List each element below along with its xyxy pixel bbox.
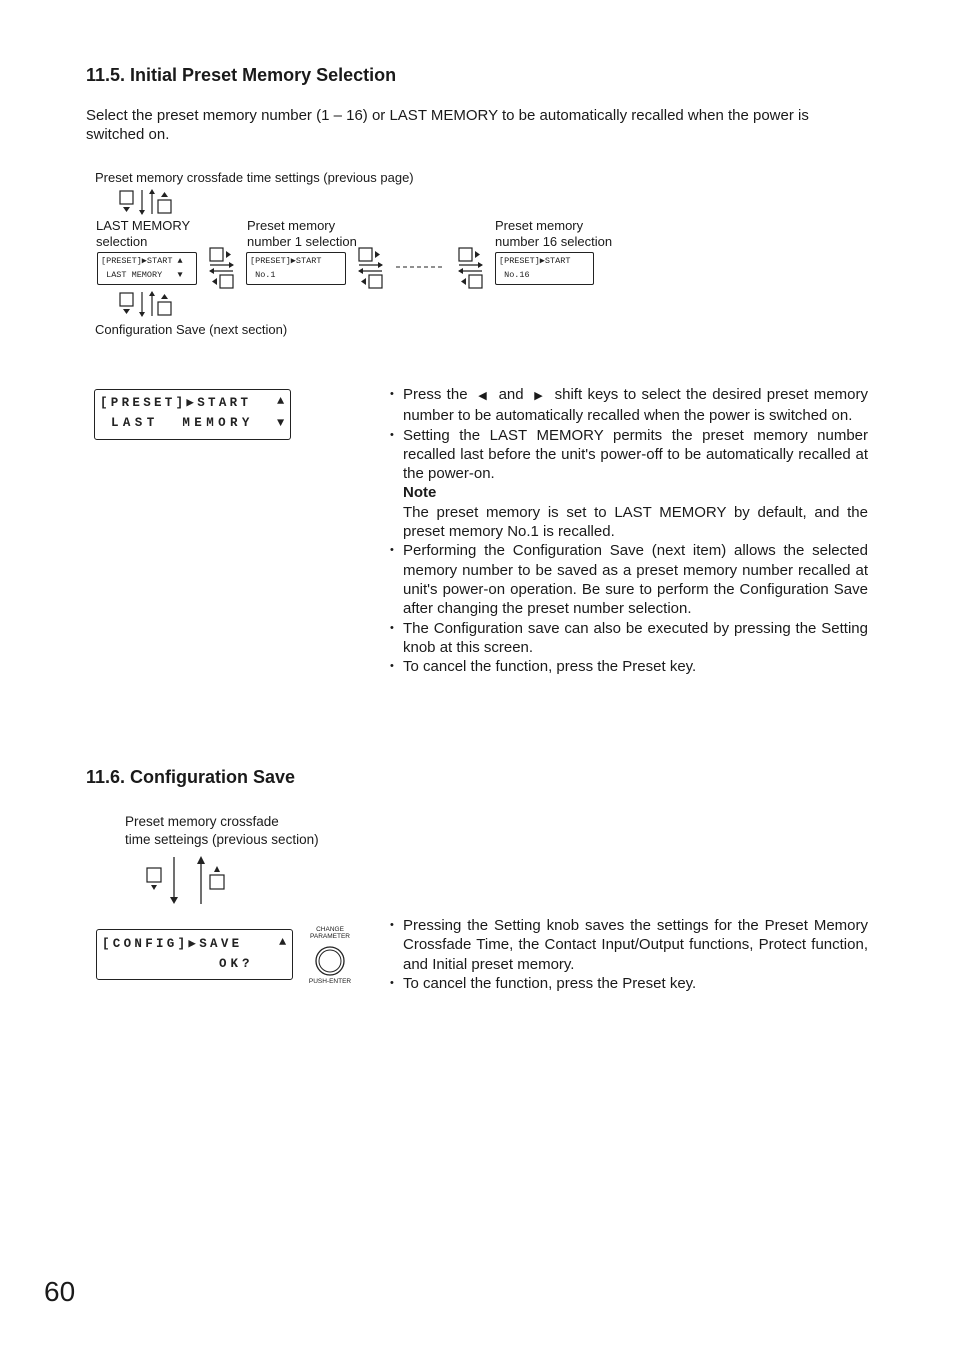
mini-screen-preset-1: [PRESET]▶START No.1 (246, 252, 346, 285)
setting-knob[interactable] (304, 926, 356, 988)
diagram-top-label: Preset memory crossfade time settings (previous page) (95, 170, 414, 185)
instructions-list (390, 916, 868, 993)
list-item: • To cancel the function, press the Preset key. (390, 974, 868, 993)
up-down-keys-icon (143, 853, 233, 908)
ellipsis-dashes (395, 262, 445, 272)
left-arrow-icon: ◀ (478, 390, 488, 402)
list-item: • Performing the Configuration Save (next item) allows the selected memory number to be saved as a preset memory number recalled at unit's power-on operation. Be sure to perform the Configuration Save after changing the preset number selection. (390, 541, 868, 618)
intro-paragraph: Select the preset memory number (1 – 16) or LAST MEMORY to be automatically recalled when the power is switched on. (86, 107, 809, 144)
left-right-keys-icon (207, 246, 237, 290)
caption-preset-16: Preset memory number 16 selection (495, 218, 613, 249)
section-heading-config-save: 11.6. Configuration Save (86, 767, 296, 787)
caption-last-memory: LAST MEMORY selection (96, 218, 191, 249)
note-text: The preset memory is set to LAST MEMORY by default, and the preset memory No.1 is recalled. (403, 503, 868, 541)
knob-icon[interactable] (314, 945, 346, 977)
note-title: Note (403, 484, 437, 502)
lcd-display-config-save: [CONFIG]▶SAVE ▲ OK? (96, 929, 293, 980)
up-down-keys-icon (118, 290, 178, 320)
lcd-display-preset-start: [PRESET]▶START ▲ LAST MEMORY ▼ (94, 389, 291, 440)
up-down-keys-icon (118, 188, 178, 218)
knob-bottom-label: PUSH-ENTER (308, 978, 352, 985)
diagram-bottom-label: Configuration Save (next section) (95, 322, 288, 337)
list-item: • The Configuration save can also be executed by pressing the Setting knob at this screen. (390, 619, 868, 658)
list-item: • Pressing the Setting knob saves the settings for the Preset Memory Crossfade Time, the Contact Input/Output functions, Protect function, and Initial preset memory. (390, 916, 868, 974)
left-right-keys-icon (456, 246, 486, 290)
note-block (390, 483, 868, 541)
instructions-list (390, 385, 868, 676)
knob-top-label: CHANGE PARAMETER (310, 926, 350, 940)
list-item: • To cancel the function, press the Preset key. (390, 657, 868, 676)
page-number: 60 (44, 1276, 76, 1307)
caption-preset-1: Preset memory number 1 selection (247, 218, 357, 249)
mini-screen-preset-16: [PRESET]▶START No.16 (495, 252, 594, 285)
mini-screen-last-memory: [PRESET]▶START ▲ LAST MEMORY ▼ (97, 252, 197, 285)
right-arrow-icon: ▶ (534, 390, 544, 402)
diagram-label-previous: Preset memory crossfade time setteings (previous section) (125, 814, 319, 847)
list-item: • Press the ◀ and ▶ shift keys to select the desired preset memory number to be automatically recalled when the power is switched on. (390, 385, 868, 426)
section-heading-initial-preset: 11.5. Initial Preset Memory Selection (86, 65, 397, 85)
left-right-keys-icon (356, 246, 386, 290)
list-item: • Setting the LAST MEMORY permits the preset memory number recalled last before the unit's power-off to be automatically recalled at the power-on. (390, 426, 868, 484)
